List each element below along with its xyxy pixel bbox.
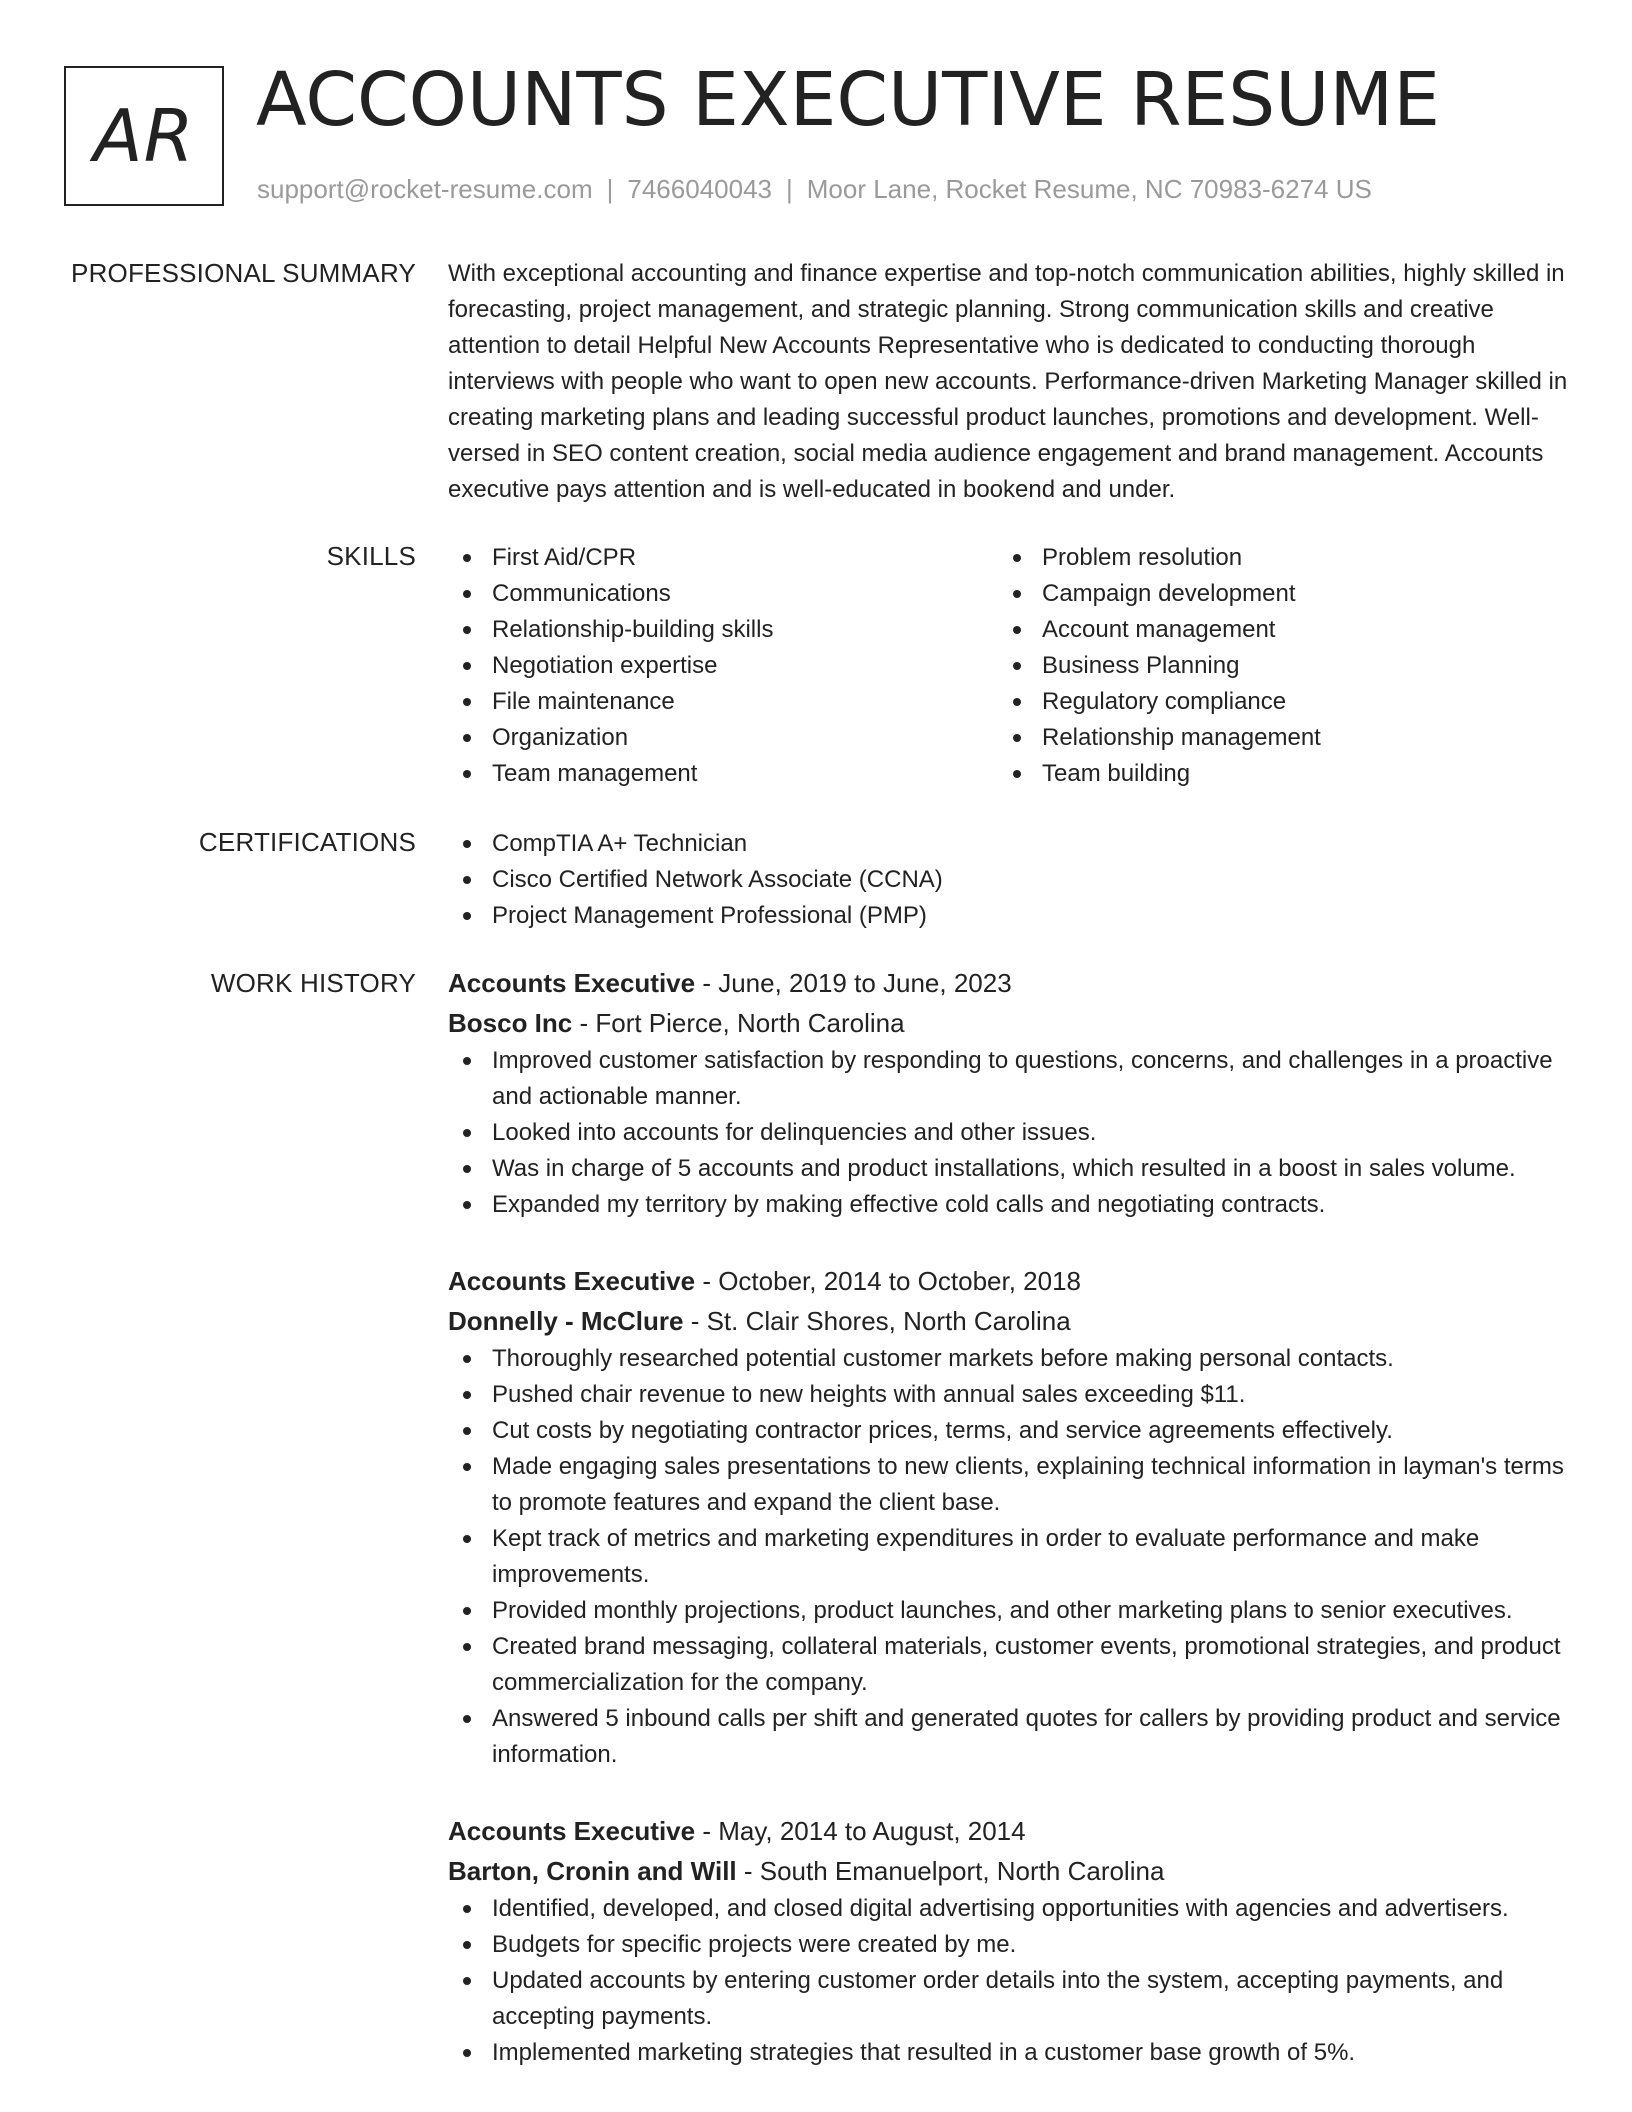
job-bullet: Looked into accounts for delinquencies and other issues. — [448, 1115, 1568, 1151]
job-company: Donnelly - McClure — [448, 1306, 684, 1336]
job-bullet-list — [448, 1891, 1568, 2071]
skill-item: Team building — [998, 756, 1548, 792]
skill-item: Regulatory compliance — [998, 684, 1548, 720]
job-title: Accounts Executive — [448, 968, 696, 998]
summary-text: With exceptional accounting and finance expertise and top-notch communication abilities, highly skilled in forecasting, project management, and strategic planning. Strong communication skills and creative attention to detail Helpful New Accounts Representative who is dedicated to conducting thorough interviews with people who want to open new accounts. Performance-driven Marketing Manager skilled in creating marketing plans and leading successful product launches, promotions and development. Well-versed in SEO content creation, social media audience engagement and brand management. Accounts executive pays attention and is well-educated in bookend and under. — [448, 260, 1568, 503]
skills-columns — [448, 540, 1568, 792]
contact-email: support@rocket-resume.com — [257, 174, 593, 204]
skills-list-right — [998, 540, 1548, 792]
certification-item: Project Management Professional (PMP) — [448, 898, 1568, 934]
job-title-line — [448, 1261, 1568, 1301]
job-dates: - May, 2014 to August, 2014 — [695, 1816, 1026, 1846]
skill-item: Problem resolution — [998, 540, 1548, 576]
job-bullet-list — [448, 1043, 1568, 1223]
job-bullet: Created brand messaging, collateral materials, customer events, promotional strategies, and product commercialization for the company. — [448, 1629, 1568, 1701]
job-bullet: Budgets for specific projects were created by me. — [448, 1927, 1568, 1963]
skill-item: First Aid/CPR — [448, 540, 998, 576]
skill-item: Campaign development — [998, 576, 1548, 612]
job-bullet: Updated accounts by entering customer order details into the system, accepting payments, and accepting payments. — [448, 1963, 1568, 2035]
resume-title: ACCOUNTS EXECUTIVE RESUME — [256, 57, 1440, 143]
job-location: - St. Clair Shores, North Carolina — [683, 1306, 1071, 1336]
job-bullet: Expanded my territory by making effective cold calls and negotiating contracts. — [448, 1187, 1568, 1223]
job-company-line — [448, 1003, 1568, 1043]
summary-heading: PROFESSIONAL SUMMARY — [71, 258, 416, 288]
job-company-line — [448, 1851, 1568, 1891]
skill-item: Organization — [448, 720, 998, 756]
contact-separator: | — [786, 174, 793, 204]
skill-item: Relationship management — [998, 720, 1548, 756]
job-bullet: Made engaging sales presentations to new clients, explaining technical information in layman's terms to promote features and expand the client base. — [448, 1449, 1568, 1521]
job-location: - Fort Pierce, North Carolina — [572, 1008, 905, 1038]
job-entry — [448, 1261, 1568, 1773]
skill-item: Negotiation expertise — [448, 648, 998, 684]
job-entry — [448, 1811, 1568, 2071]
job-bullet: Pushed chair revenue to new heights with annual sales exceeding $11. — [448, 1377, 1568, 1413]
skill-item: Account management — [998, 612, 1548, 648]
job-bullet: Was in charge of 5 accounts and product installations, which resulted in a boost in sales volume. — [448, 1151, 1568, 1187]
certification-item: Cisco Certified Network Associate (CCNA) — [448, 862, 1568, 898]
job-entry — [448, 963, 1568, 1223]
job-bullet-list — [448, 1341, 1568, 1773]
job-dates: - October, 2014 to October, 2018 — [695, 1266, 1082, 1296]
skill-item: Team management — [448, 756, 998, 792]
job-bullet: Improved customer satisfaction by responding to questions, concerns, and challenges in a proactive and actionable manner. — [448, 1043, 1568, 1115]
work-history-body — [448, 963, 1568, 2071]
job-company-line — [448, 1301, 1568, 1341]
job-bullet: Implemented marketing strategies that resulted in a customer base growth of 5%. — [448, 2035, 1568, 2071]
job-bullet: Identified, developed, and closed digital advertising opportunities with agencies and advertisers. — [448, 1891, 1568, 1927]
certifications-list — [448, 826, 1568, 934]
job-bullet: Cut costs by negotiating contractor prices, terms, and service agreements effectively. — [448, 1413, 1568, 1449]
job-bullet: Kept track of metrics and marketing expenditures in order to evaluate performance and make improvements. — [448, 1521, 1568, 1593]
skill-item: File maintenance — [448, 684, 998, 720]
job-bullet: Thoroughly researched potential customer markets before making personal contacts. — [448, 1341, 1568, 1377]
monogram-initials: AR — [93, 94, 195, 178]
job-title-line — [448, 1811, 1568, 1851]
certifications-heading: CERTIFICATIONS — [198, 827, 416, 857]
certifications-body — [448, 826, 1568, 934]
monogram-box — [64, 66, 224, 206]
job-company: Bosco Inc — [448, 1008, 573, 1038]
job-title: Accounts Executive — [448, 1816, 696, 1846]
skill-item: Relationship-building skills — [448, 612, 998, 648]
job-bullet: Provided monthly projections, product launches, and other marketing plans to senior executives. — [448, 1593, 1568, 1629]
job-bullet: Answered 5 inbound calls per shift and generated quotes for callers by providing product and service information. — [448, 1701, 1568, 1773]
contact-phone: 7466040043 — [627, 174, 772, 204]
contact-address: Moor Lane, Rocket Resume, NC 70983-6274 US — [806, 174, 1372, 204]
job-company: Barton, Cronin and Will — [448, 1856, 737, 1886]
skills-heading: SKILLS — [326, 541, 416, 571]
job-title-line — [448, 963, 1568, 1003]
skill-item: Business Planning — [998, 648, 1548, 684]
job-dates: - June, 2019 to June, 2023 — [695, 968, 1012, 998]
certification-item: CompTIA A+ Technician — [448, 826, 1568, 862]
job-title: Accounts Executive — [448, 1266, 696, 1296]
skills-list-left — [448, 540, 998, 792]
work-history-heading: WORK HISTORY — [210, 968, 416, 998]
skill-item: Communications — [448, 576, 998, 612]
job-location: - South Emanuelport, North Carolina — [736, 1856, 1165, 1886]
contact-separator: | — [606, 174, 614, 204]
contact-line — [257, 174, 1372, 205]
